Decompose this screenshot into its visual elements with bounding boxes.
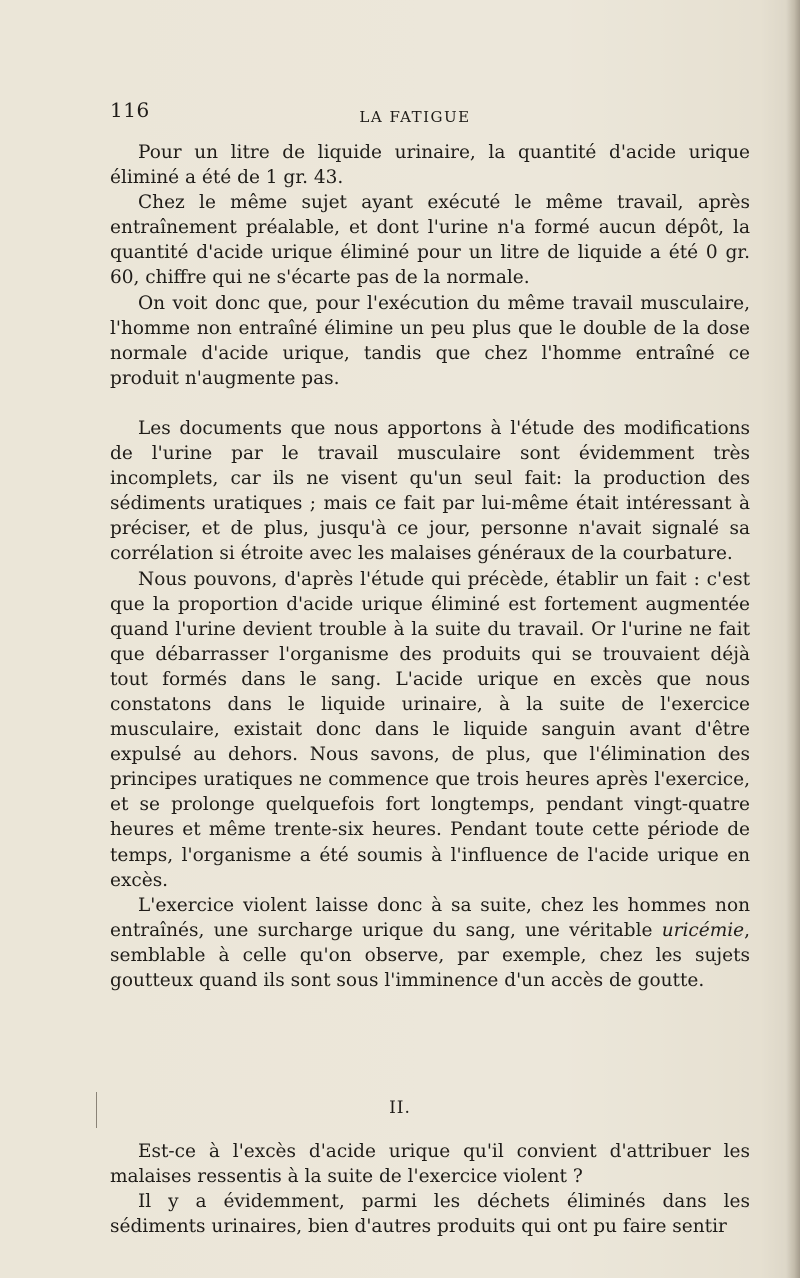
paragraph-6-end: , semblable à celle qu'on observe, par exemple, chez les sujets goutteux quand ils sont sous l'imminence d'un accès de goutte.: [110, 919, 750, 991]
section-text: [110, 1139, 750, 1239]
paragraph-6: [110, 893, 750, 993]
paragraph-4: Les documents que nous apportons à l'étude des modifications de l'urine par le travail musculaire sont évidemment très incomplets, car ils ne visent qu'un seul fait: la production des sédiments uratiques ; mais ce fait par lui-même était intéressant à préciser, et de plus, jusqu'à ce jour, personne n'avait signalé sa corrélation si étroite avec les malaises généraux de la courbature.: [110, 417, 750, 565]
section-heading: II.: [389, 1098, 411, 1118]
page-number: 116: [110, 98, 150, 122]
main-text: [110, 140, 750, 993]
paragraph-1: Pour un litre de liquide urinaire, la quantité d'acide urique éliminé a été de 1 gr. 43.: [110, 142, 750, 189]
section-paragraph-2: Il y a évidemment, parmi les déchets éliminés dans les sédiments urinaires, bien d'autres produits qui ont pu faire sentir: [110, 1191, 750, 1238]
paragraph-2: Chez le même sujet ayant exécuté le même travail, après entraînement préalable, et dont l'urine n'a formé aucun dépôt, la quantité d'acide urique éliminé pour un litre de liquide a été 0 gr. 60, chiffre qui ne s'écarte pas de la normale.: [110, 192, 750, 289]
running-title: [0, 108, 800, 126]
paragraph-3: On voit donc que, pour l'exécution du même travail musculaire, l'homme non entraîné élimine un peu plus que le double de la dose normale d'acide urique, tandis que chez l'homme entraîné ce produit n'augmente pas.: [110, 292, 750, 389]
running-title-text: LA FATIGUE: [359, 108, 471, 126]
page-edge-shadow: [786, 0, 800, 1278]
paragraph-6-start: L'exercice violent laisse donc à sa suite, chez les hommes non entraînés, une surcharge urique du sang, une véritable: [110, 894, 750, 941]
paragraph-5: Nous pouvons, d'après l'étude qui précède, établir un fait : c'est que la proportion d'acide urique éliminé est fortement augmentée quand l'urine devient trouble à la suite du travail. Or l'urine ne fait que débarrasser l'organisme des produits qui se trouvaient déjà tout formés dans le sang. L'acide urique en excès que nous constatons dans le liquide urinaire, à la suite de l'exercice musculaire, existait donc dans le liquide sanguin avant d'être expulsé au dehors. Nous savons, de plus, que l'élimination des principes uratiques ne commence que trois heures après l'exercice, et se prolonge quelquefois fort longtemps, pendant vingt-quatre heures et même trente-six heures. Pendant toute cette période de temps, l'organisme a été soumis à l'influence de l'acide urique en excès.: [110, 568, 750, 891]
section-paragraph-1: Est-ce à l'excès d'acide urique qu'il convient d'attribuer les malaises ressentis à la suite de l'exercice violent ?: [110, 1141, 750, 1188]
italic-term: uricémie: [661, 919, 745, 941]
